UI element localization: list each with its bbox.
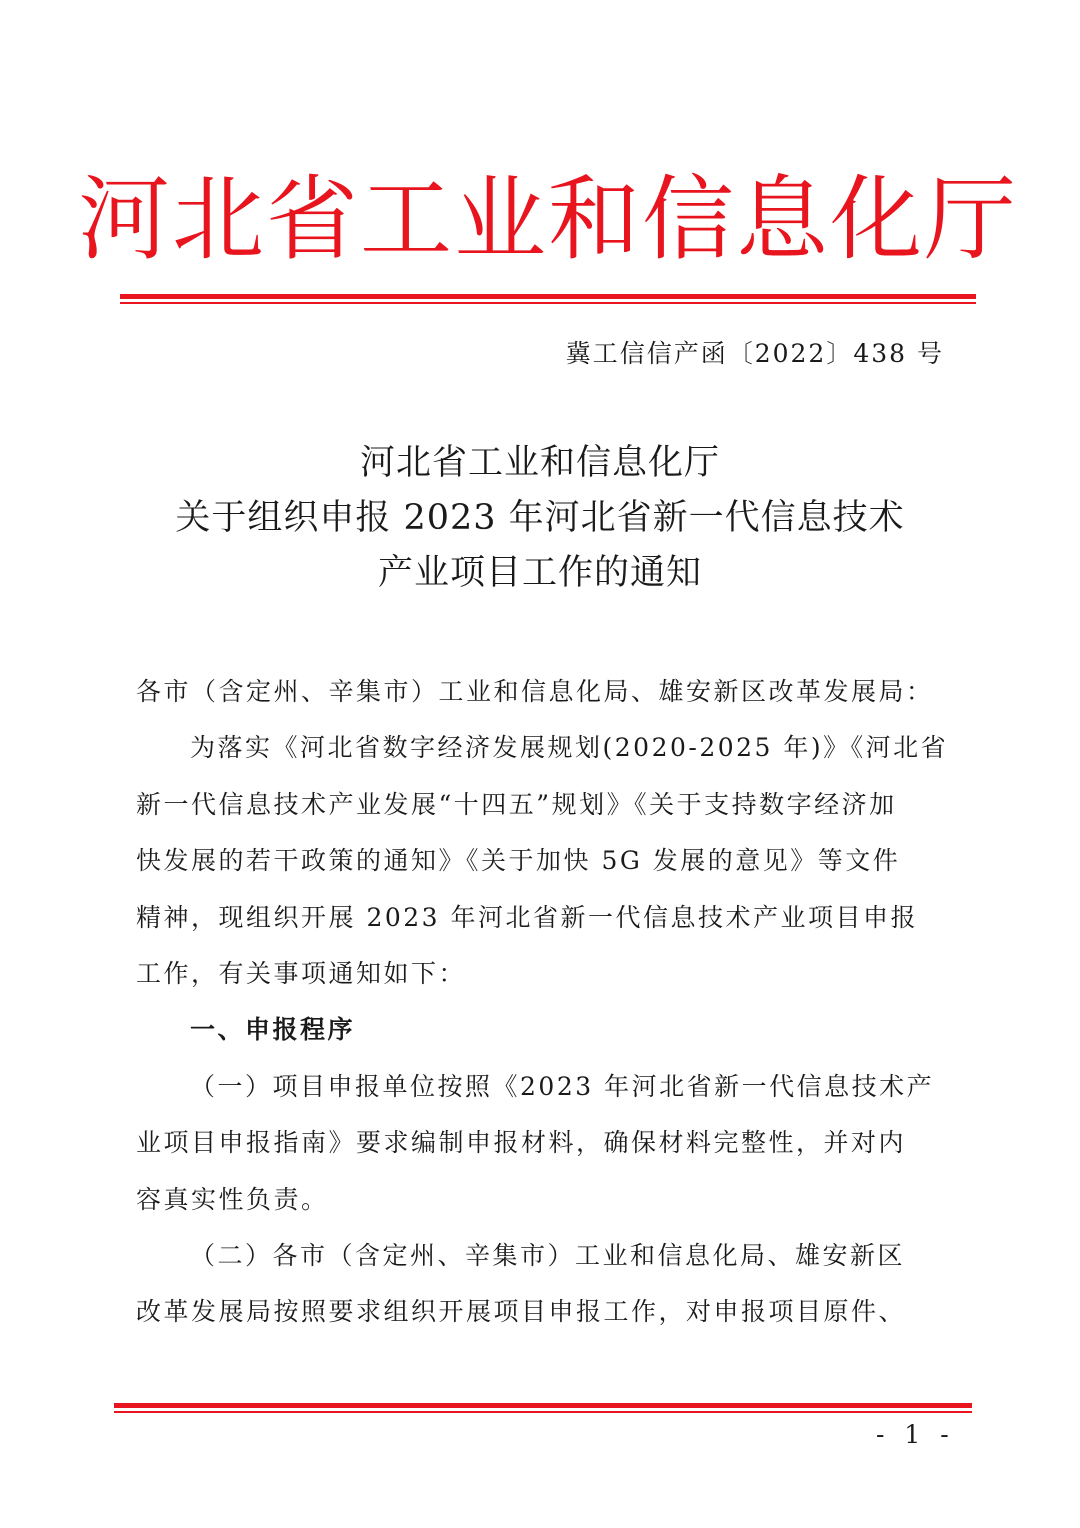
paragraph-line: 工作，有关事项通知如下：: [136, 958, 467, 988]
title-line-2: 关于组织申报 2023 年河北省新一代信息技术: [175, 498, 905, 538]
masthead-title: 河北省工业和信息化厅: [78, 166, 1019, 273]
title-line-1: 河北省工业和信息化厅: [359, 443, 720, 483]
footer-red-rule: [114, 1403, 972, 1414]
document-body: [136, 664, 948, 1341]
masthead-red-rule: [120, 294, 976, 305]
item-line: （一）项目申报单位按照《2023 年河北省新一代信息技术产: [190, 1071, 935, 1101]
paragraph-line: 为落实《河北省数字经济发展规划(2020-2025 年)》《河北省: [190, 733, 949, 763]
addressee: 各市（含定州、辛集市）工业和信息化局、雄安新区改革发展局：: [136, 677, 934, 706]
item-line: 容真实性负责。: [136, 1184, 329, 1214]
document-title: [100, 436, 980, 601]
paragraph-line: 精神，现组织开展 2023 年河北省新一代信息技术产业项目申报: [136, 902, 919, 932]
title-line-3: 产业项目工作的通知: [377, 553, 702, 593]
paragraph-line: 快发展的若干政策的通知》《关于加快 5G 发展的意见》等文件: [136, 846, 901, 876]
document-number: 冀工信信产函〔2022〕438 号: [565, 339, 944, 368]
item-line: （二）各市（含定州、辛集市）工业和信息化局、雄安新区: [190, 1240, 906, 1270]
item-line: 业项目申报指南》要求编制申报材料，确保材料完整性，并对内: [136, 1128, 907, 1158]
section-heading: 一、申报程序: [190, 1015, 356, 1045]
item-line: 改革发展局按照要求组织开展项目申报工作，对申报项目原件、: [136, 1297, 907, 1327]
page-number: - 1 -: [876, 1420, 955, 1449]
paragraph-line: 新一代信息技术产业发展“十四五”规划》《关于支持数字经济加: [136, 789, 897, 819]
